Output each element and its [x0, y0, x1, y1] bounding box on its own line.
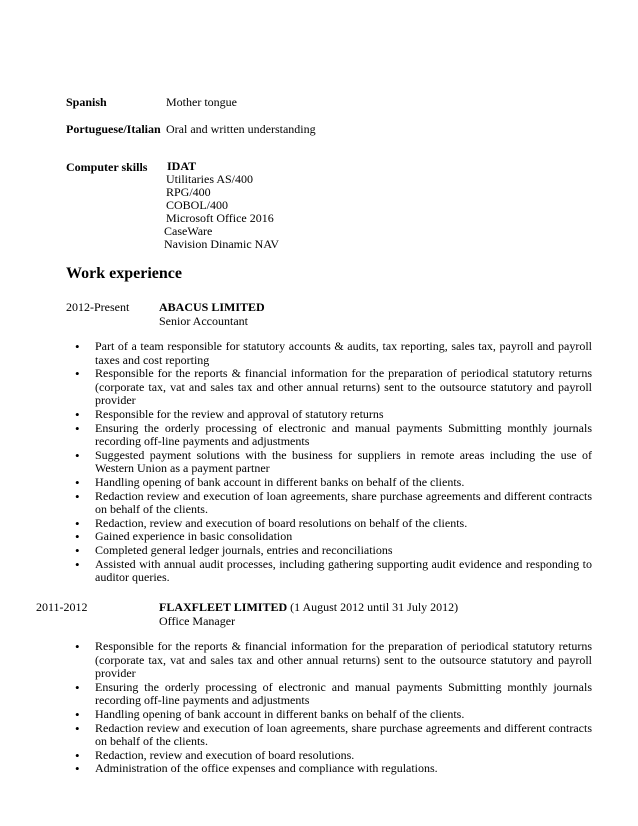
- skill-item: COBOL/400: [166, 198, 229, 212]
- list-item: • Responsible for the reports & financial information for the preparation of periodical statutory returns (corporate tax, vat and sales tax and other annual returns) sent to the outsource statutory and payroll provider: [72, 367, 592, 408]
- language-name-spanish: Spanish: [66, 95, 107, 109]
- skill-item: Utilitaries AS/400: [166, 172, 253, 186]
- list-item: • Handling opening of bank account in different banks on behalf of the clients.: [72, 708, 592, 722]
- job-dates-note: (1 August 2012 until 31 July 2012): [290, 600, 459, 614]
- job-company-line: [159, 600, 458, 615]
- job-company: ABACUS LIMITED: [159, 300, 265, 314]
- job-duties-list: [72, 340, 592, 585]
- list-item: • Responsible for the reports & financial information for the preparation of periodical statutory returns (corporate tax, vat and sales tax and other annual returns) sent to the outsource statutory and payroll provider: [72, 640, 592, 681]
- job-duties-list: [72, 640, 592, 776]
- list-item: • Handling opening of bank account in different banks on behalf of the clients.: [72, 476, 592, 490]
- job-period: 2012-Present: [66, 300, 130, 314]
- skill-item: CaseWare: [164, 224, 213, 238]
- language-level-portuguese-italian: Oral and written understanding: [166, 122, 316, 136]
- list-item: • Gained experience in basic consolidation: [72, 530, 592, 544]
- computer-skills-label: Computer skills: [66, 160, 148, 174]
- list-item: • Redaction, review and execution of board resolutions on behalf of the clients.: [72, 517, 592, 531]
- skill-item: IDAT: [167, 159, 197, 173]
- list-item: • Redaction review and execution of loan agreements, share purchase agreements and different contracts on behalf of the clients.: [72, 490, 592, 517]
- skill-item: RPG/400: [166, 185, 211, 199]
- list-item: • Redaction review and execution of loan agreements, share purchase agreements and different contracts on behalf of the clients.: [72, 722, 592, 749]
- language-level-spanish: Mother tongue: [166, 95, 237, 109]
- language-name-portuguese-italian: Portuguese/Italian: [66, 122, 161, 136]
- job-title: Office Manager: [159, 614, 236, 628]
- job-period: 2011-2012: [36, 600, 88, 614]
- list-item: • Completed general ledger journals, entries and reconciliations: [72, 544, 592, 558]
- skill-item: Microsoft Office 2016: [166, 211, 274, 225]
- list-item: • Ensuring the orderly processing of electronic and manual payments Submitting monthly journals recording off-line payments and adjustments: [72, 681, 592, 708]
- list-item: • Administration of the office expenses and compliance with regulations.: [72, 762, 592, 776]
- list-item: • Suggested payment solutions with the business for suppliers in remote areas including the use of Western Union as a payment partner: [72, 449, 592, 476]
- list-item: • Part of a team responsible for statutory accounts & audits, tax reporting, sales tax, payroll and payroll taxes and cost reporting: [72, 340, 592, 367]
- job-company: FLAXFLEET LIMITED: [159, 600, 288, 614]
- list-item: • Ensuring the orderly processing of electronic and manual payments Submitting monthly journals recording off-line payments and adjustments: [72, 422, 592, 449]
- list-item: • Responsible for the review and approval of statutory returns: [72, 408, 592, 422]
- job-title: Senior Accountant: [159, 314, 248, 328]
- skill-item: Navision Dinamic NAV: [164, 237, 280, 251]
- list-item: • Assisted with annual audit processes, including gathering supporting audit evidence and responding to auditor queries.: [72, 558, 592, 585]
- computer-skills-list: [164, 160, 279, 251]
- list-item: • Redaction, review and execution of board resolutions.: [72, 749, 592, 763]
- section-heading-work-experience: Work experience: [66, 265, 182, 282]
